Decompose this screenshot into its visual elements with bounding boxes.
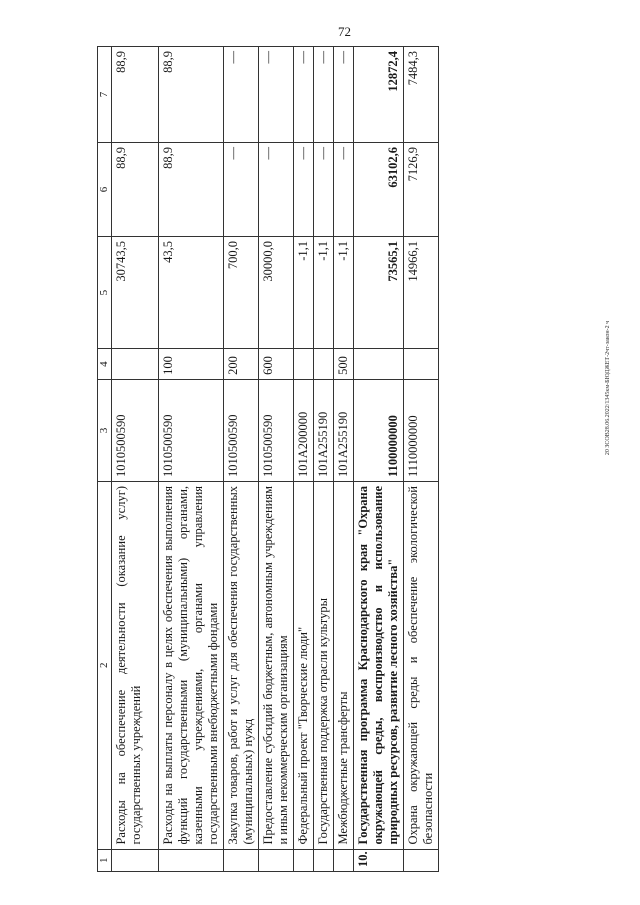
row-value-6: — [224, 143, 259, 237]
table-row [224, 47, 259, 872]
row-number [159, 849, 224, 871]
row-value-7: — [294, 47, 314, 143]
row-name: Государственная программа Краснодарского края "Охрана окружающей среды, воспроизводство и использование природных ресурсов, развитие лесного хозяйства" [354, 481, 404, 849]
row-type [354, 349, 404, 380]
row-name: Государственная поддержка отрасли культуры [314, 481, 334, 849]
row-code: 1010500590 [259, 379, 294, 481]
row-number: 10. [354, 849, 404, 871]
row-value-6: 88,9 [159, 143, 224, 237]
row-value-7: — [259, 47, 294, 143]
table-row [334, 47, 354, 872]
header-col-5: 5 [98, 236, 112, 348]
row-value-7: 88,9 [159, 47, 224, 143]
header-col-6: 6 [98, 143, 112, 237]
row-value-5: 30743,5 [112, 236, 159, 348]
page-number: 72 [338, 24, 351, 39]
row-value-7: — [224, 47, 259, 143]
row-code: 101A255190 [314, 379, 334, 481]
row-value-5: 14966,1 [404, 236, 439, 348]
row-value-6: 7126,9 [404, 143, 439, 237]
row-value-7: — [334, 47, 354, 143]
table-row [112, 47, 159, 872]
row-name: Расходы на обеспечение деятельности (оказание услуг) государственных учреждений [112, 481, 159, 849]
header-col-1: 1 [98, 849, 112, 871]
row-code: 1100000000 [354, 379, 404, 481]
row-type [294, 349, 314, 380]
table-row-program [354, 47, 404, 872]
row-value-6: 88,9 [112, 143, 159, 237]
row-number [259, 849, 294, 871]
table-row [159, 47, 224, 872]
header-col-7: 7 [98, 47, 112, 143]
row-number [314, 849, 334, 871]
row-value-7: 88,9 [112, 47, 159, 143]
row-code: 1010500590 [112, 379, 159, 481]
header-col-3: 3 [98, 379, 112, 481]
table-row [259, 47, 294, 872]
row-code: 1010500590 [224, 379, 259, 481]
row-code: 101A200000 [294, 379, 314, 481]
table-row [294, 47, 314, 872]
row-name: Расходы на выплаты персоналу в целях обеспечения выполнения функций государственными (муниципальными) органами, казенными учреждениями, органами управления государственными внебюджетными фондами [159, 481, 224, 849]
row-value-6: — [259, 143, 294, 237]
row-name: Предоставление субсидий бюджетным, автономным учреждениям и иным некоммерческим организациям [259, 481, 294, 849]
row-value-6: — [294, 143, 314, 237]
row-code: 1010500590 [159, 379, 224, 481]
row-number [112, 849, 159, 871]
table-header-row [98, 47, 112, 872]
row-type: 500 [334, 349, 354, 380]
row-code: 1110000000 [404, 379, 439, 481]
row-code: 101A255190 [334, 379, 354, 481]
row-name: Охрана окружающей среды и обеспечение экологической безопасности [404, 481, 439, 849]
row-value-6: 63102,6 [354, 143, 404, 237]
row-value-5: 30000,0 [259, 236, 294, 348]
row-type [404, 349, 439, 380]
row-number [224, 849, 259, 871]
row-number [294, 849, 314, 871]
row-value-5: 43,5 [159, 236, 224, 348]
row-value-5: -1,1 [334, 236, 354, 348]
row-value-5: 73565,1 [354, 236, 404, 348]
budget-table [97, 46, 439, 872]
row-value-7: — [314, 47, 334, 143]
table-row [404, 47, 439, 872]
header-col-4: 4 [98, 349, 112, 380]
row-number [404, 849, 439, 871]
row-value-6: — [314, 143, 334, 237]
row-type [314, 349, 334, 380]
footer-note [603, 228, 613, 548]
row-value-7: 7484,3 [404, 47, 439, 143]
row-value-7: 12872,4 [354, 47, 404, 143]
header-col-2: 2 [98, 481, 112, 849]
row-name: Межбюджетные трансферты [334, 481, 354, 849]
row-value-6: — [334, 143, 354, 237]
row-value-5: -1,1 [314, 236, 334, 348]
row-name: Закупка товаров, работ и услуг для обеспечения государственных (муниципальных) нужд [224, 481, 259, 849]
table-row [314, 47, 334, 872]
row-type: 100 [159, 349, 224, 380]
row-value-5: 700,0 [224, 236, 259, 348]
row-value-5: -1,1 [294, 236, 314, 348]
row-name: Федеральный проект "Творческие люди" [294, 481, 314, 849]
rotated-table-container [97, 46, 593, 872]
row-type: 200 [224, 349, 259, 380]
row-number [334, 849, 354, 871]
row-type [112, 349, 159, 380]
footer-note-text: 20 ЗСОВ28.06.2022/1345км-БЮДЖЕТ-2чт-закон-2 ч [605, 320, 611, 456]
row-type: 600 [259, 349, 294, 380]
